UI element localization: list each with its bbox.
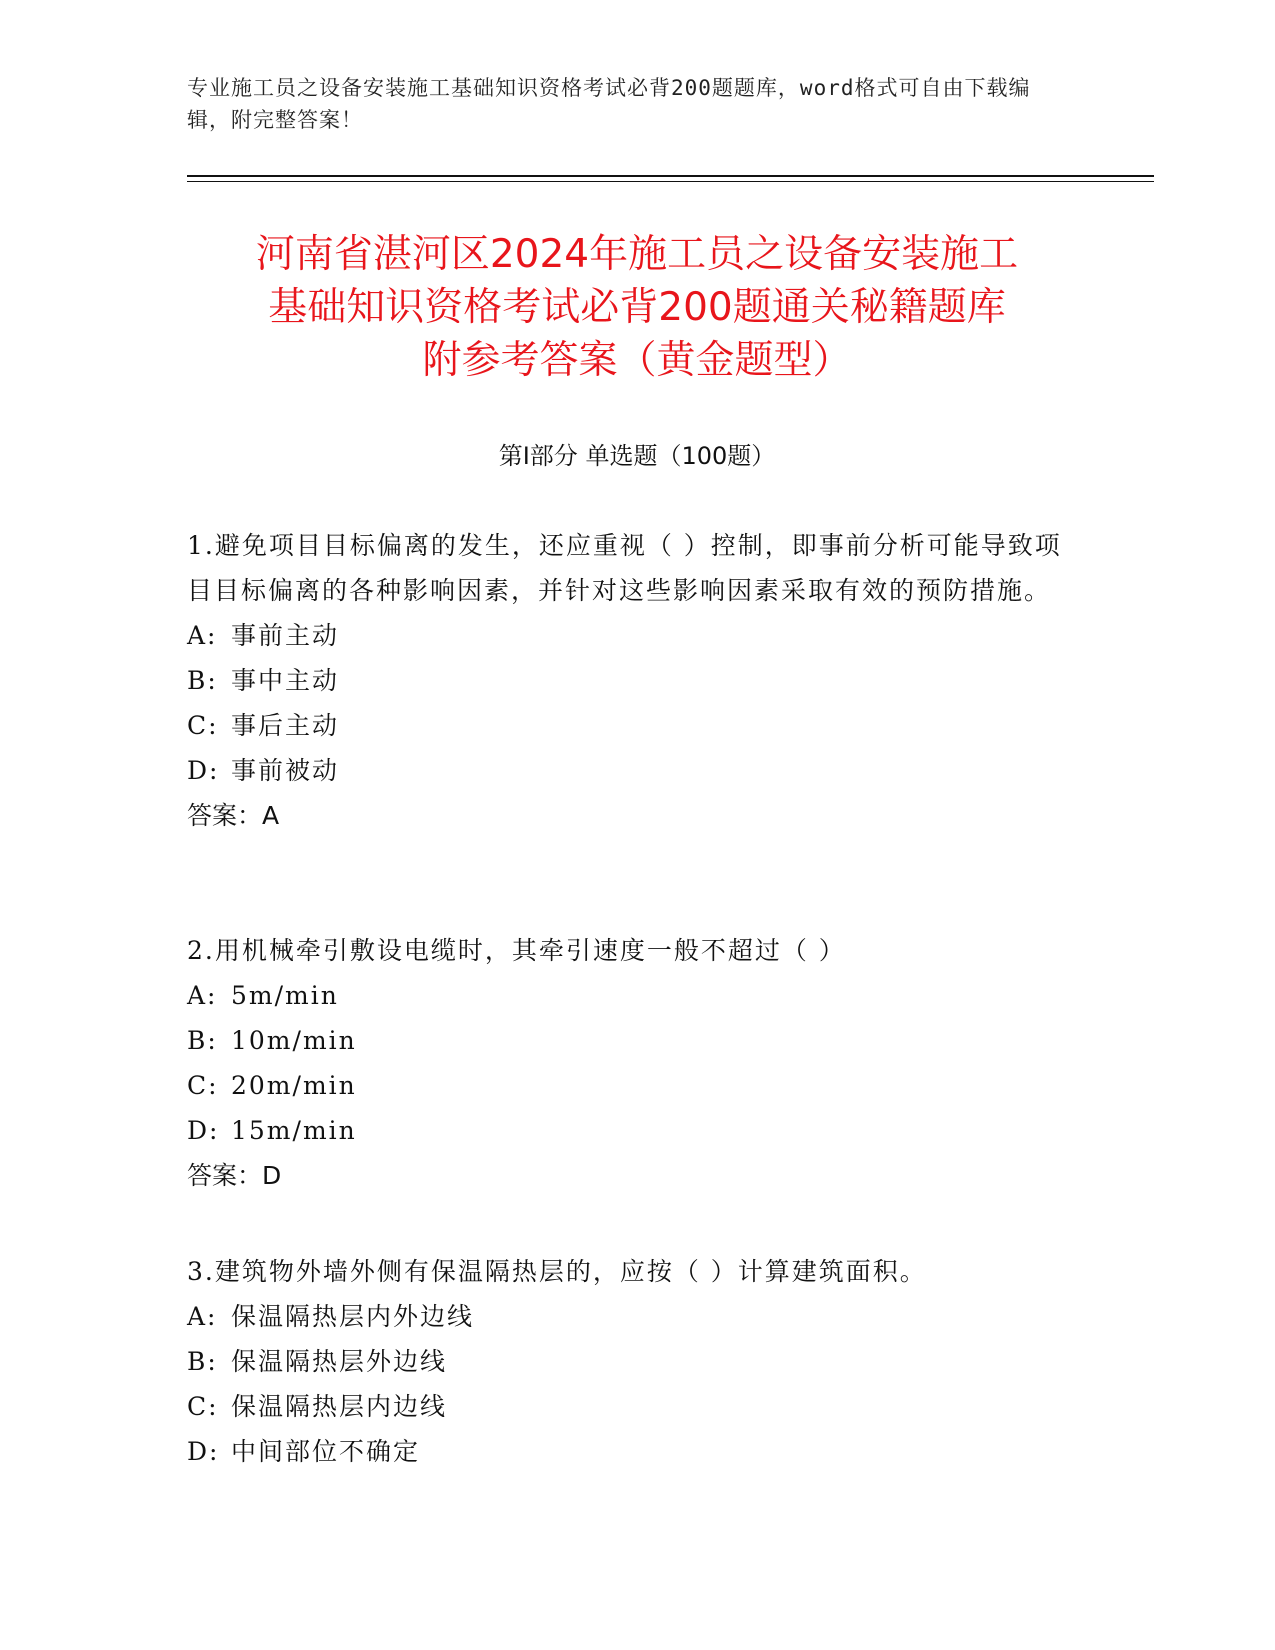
option-key: B: bbox=[187, 1026, 218, 1055]
option-text: 事后主动 bbox=[231, 711, 340, 740]
section-heading: 第Ⅰ部分 单选题（100题） bbox=[498, 442, 776, 470]
option-key: A: bbox=[187, 621, 218, 650]
option-text: 事前主动 bbox=[231, 621, 340, 650]
option-c bbox=[187, 1384, 1067, 1429]
option-b bbox=[187, 1018, 1067, 1063]
question-stem: 1.避免项目目标偏离的发生，还应重视（ ）控制，即事前分析可能导致项目目标偏离的各种影响因素，并针对这些影响因素采取有效的预防措施。 bbox=[187, 531, 1062, 605]
header-rule-thick bbox=[187, 175, 1154, 177]
option-key: C: bbox=[187, 1071, 219, 1100]
document-title bbox=[187, 228, 1087, 387]
option-text: 保温隔热层内外边线 bbox=[231, 1302, 475, 1331]
answer-line: 答案：A bbox=[187, 801, 280, 830]
option-key: D: bbox=[187, 1437, 220, 1466]
option-d bbox=[187, 748, 1067, 793]
option-a bbox=[187, 1294, 1067, 1339]
title-line-2: 基础知识资格考试必背200题通关秘籍题库 bbox=[268, 285, 1006, 330]
title-line-3: 附参考答案（黄金题型） bbox=[422, 338, 852, 383]
question-2 bbox=[187, 928, 1067, 1198]
option-key: C: bbox=[187, 1392, 219, 1421]
question-stem: 3.建筑物外墙外侧有保温隔热层的，应按（ ）计算建筑面积。 bbox=[187, 1257, 927, 1286]
question-3 bbox=[187, 1249, 1067, 1474]
option-text: 中间部位不确定 bbox=[231, 1437, 421, 1466]
option-d bbox=[187, 1108, 1067, 1153]
option-b bbox=[187, 658, 1067, 703]
question-1 bbox=[187, 523, 1067, 838]
option-text: 事中主动 bbox=[231, 666, 340, 695]
option-key: D: bbox=[187, 756, 220, 785]
option-text: 保温隔热层外边线 bbox=[231, 1347, 448, 1376]
option-c bbox=[187, 1063, 1067, 1108]
option-text: 10m/min bbox=[231, 1026, 357, 1055]
option-key: B: bbox=[187, 1347, 218, 1376]
option-text: 保温隔热层内边线 bbox=[231, 1392, 448, 1421]
option-text: 事前被动 bbox=[231, 756, 340, 785]
option-key: A: bbox=[187, 981, 218, 1010]
option-text: 20m/min bbox=[231, 1071, 357, 1100]
option-d bbox=[187, 1429, 1067, 1474]
option-key: D: bbox=[187, 1116, 220, 1145]
option-text: 5m/min bbox=[231, 981, 339, 1010]
option-a bbox=[187, 613, 1067, 658]
option-key: C: bbox=[187, 711, 219, 740]
option-a bbox=[187, 973, 1067, 1018]
answer-line: 答案：D bbox=[187, 1161, 282, 1190]
option-b bbox=[187, 1339, 1067, 1384]
title-line-1: 河南省湛河区2024年施工员之设备安装施工 bbox=[255, 232, 1019, 277]
option-key: B: bbox=[187, 666, 218, 695]
header-rule-thin bbox=[187, 181, 1154, 182]
option-key: A: bbox=[187, 1302, 218, 1331]
question-stem: 2.用机械牵引敷设电缆时，其牵引速度一般不超过（ ） bbox=[187, 936, 846, 965]
option-c bbox=[187, 703, 1067, 748]
option-text: 15m/min bbox=[231, 1116, 357, 1145]
intro-text: 专业施工员之设备安装施工基础知识资格考试必背200题题库，word格式可自由下载编辑，附完整答案！ bbox=[187, 76, 1031, 132]
